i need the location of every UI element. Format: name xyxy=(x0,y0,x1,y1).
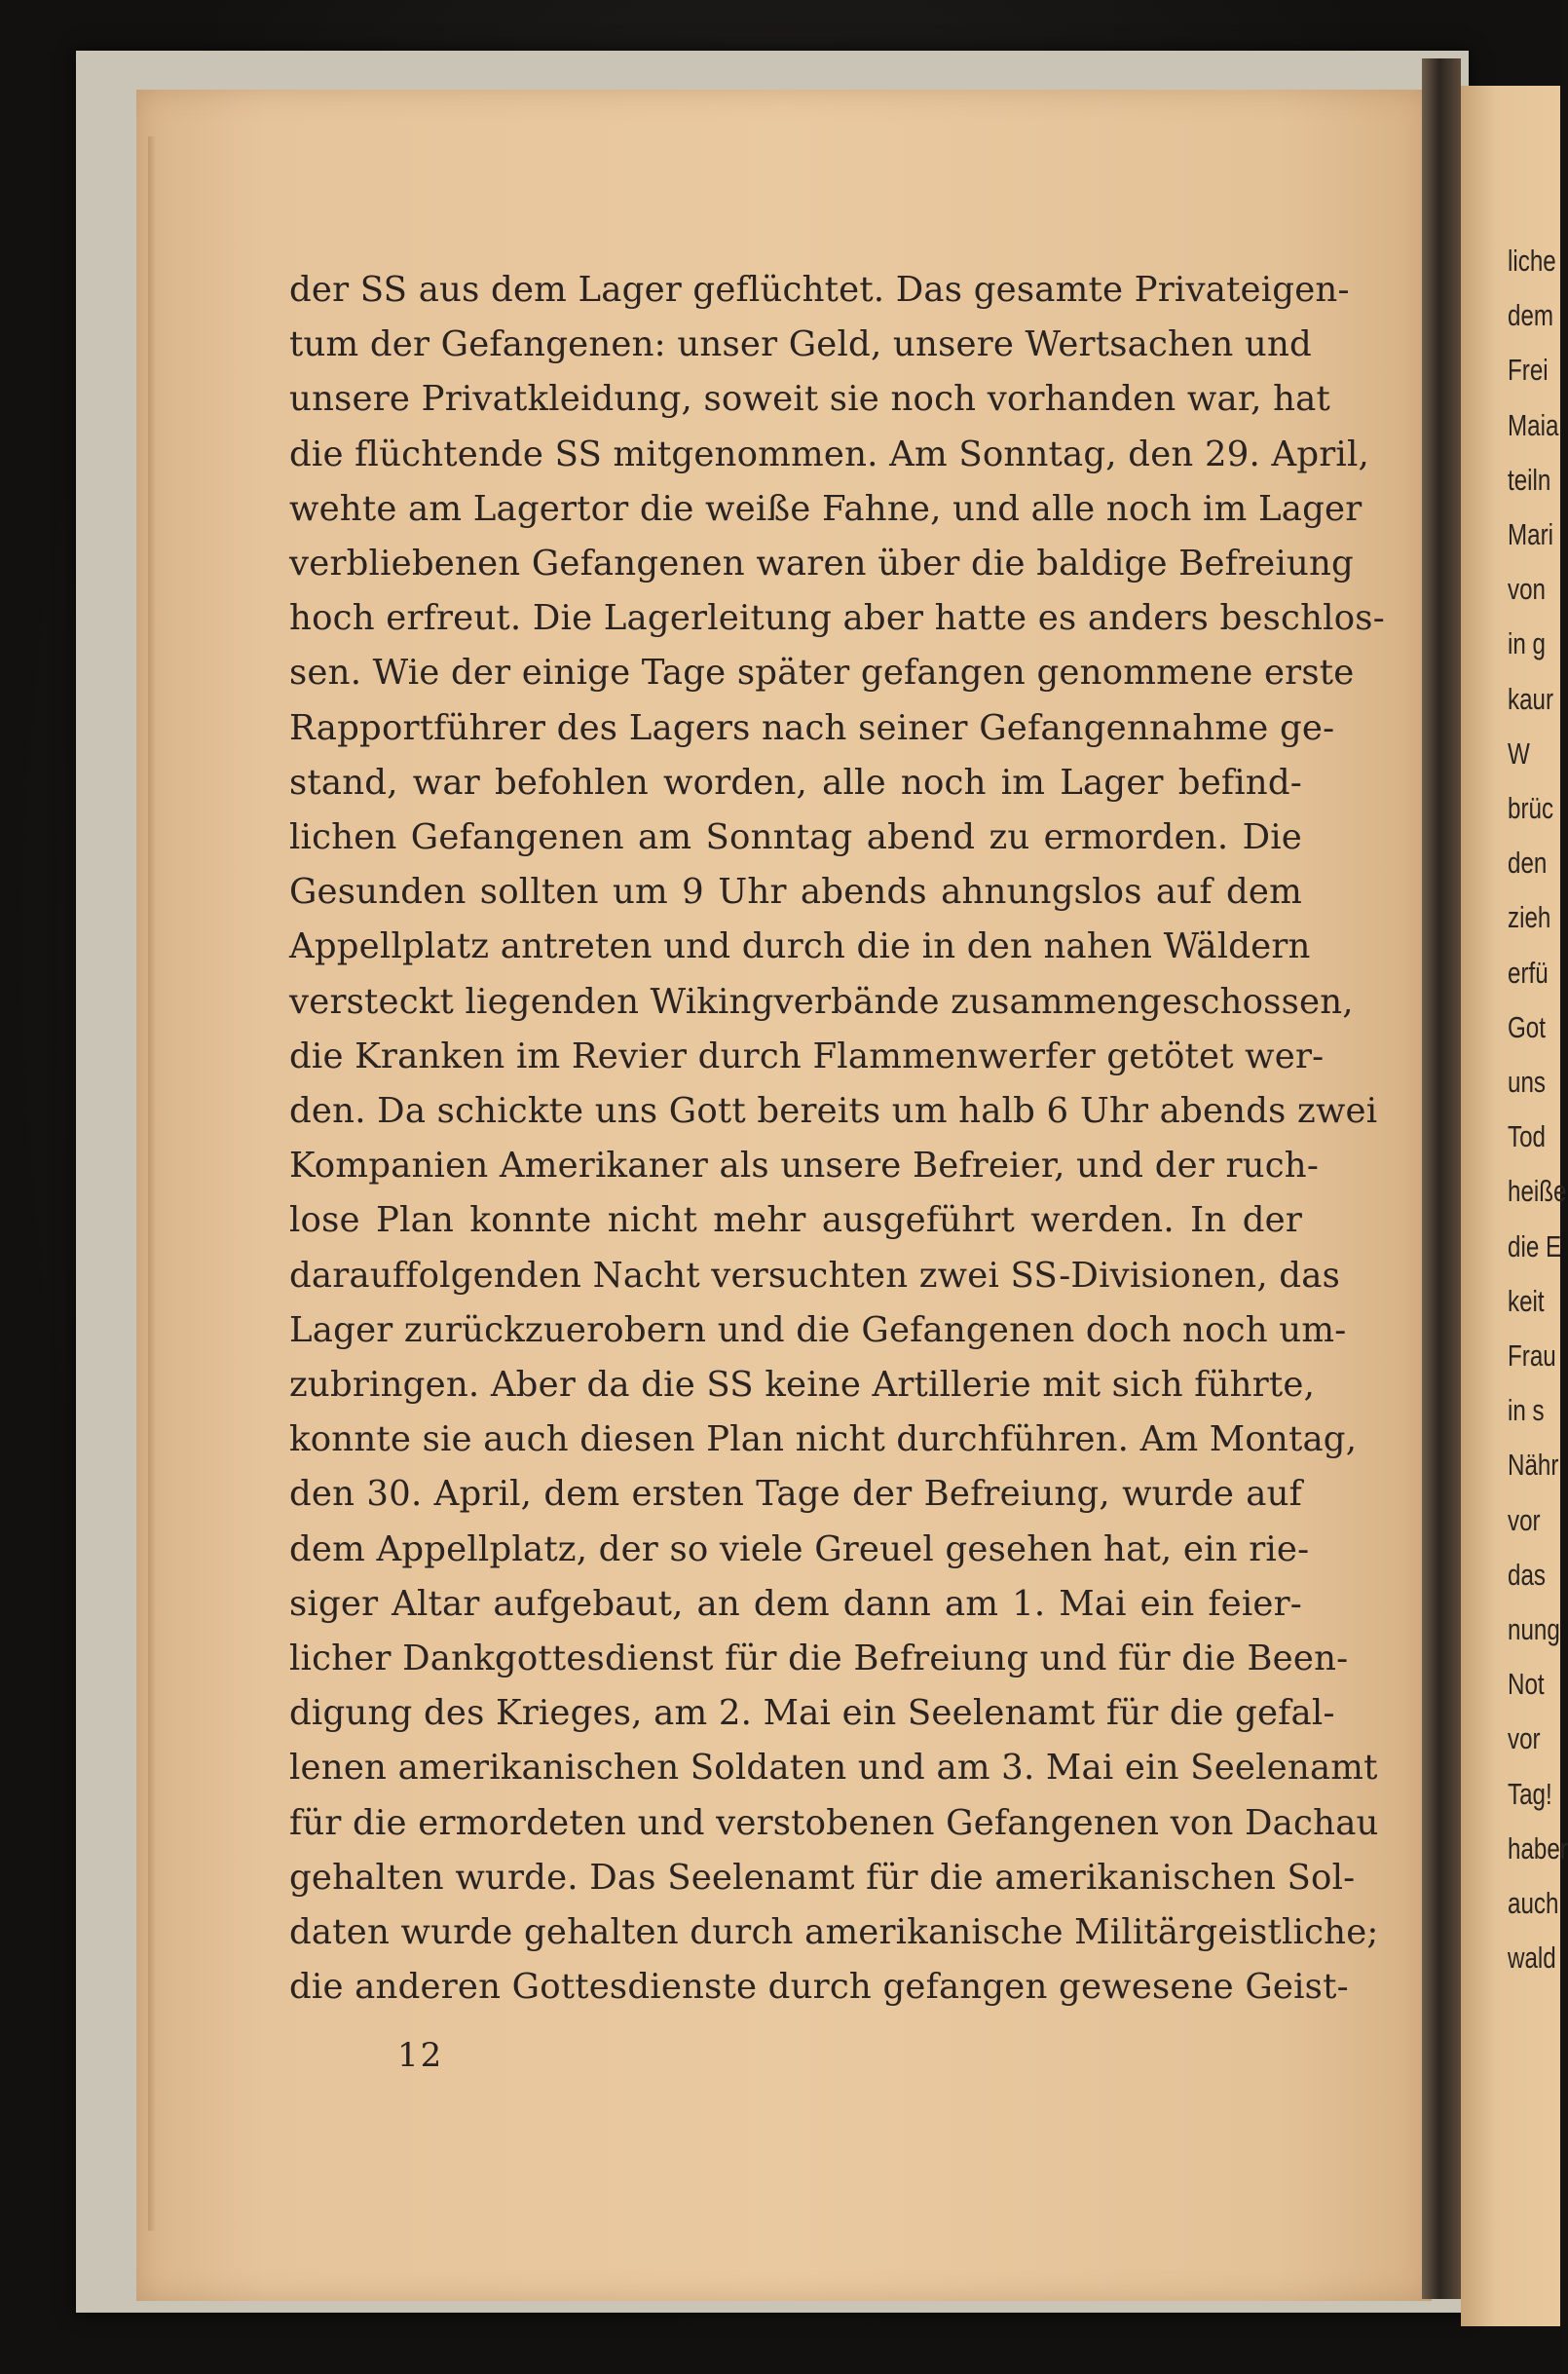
book-spine xyxy=(1422,58,1461,2299)
facing-fragment: Not xyxy=(1508,1667,1545,1702)
page-number: 12 xyxy=(397,2036,444,2075)
facing-fragment: in g xyxy=(1508,626,1546,661)
facing-fragment: uns xyxy=(1508,1065,1546,1100)
facing-fragment: auch xyxy=(1508,1886,1559,1921)
text-line: daten wurde gehalten durch amerikanische Militärgeistliche; xyxy=(289,1912,1379,1953)
text-line: hoch erfreut. Die Lagerleitung aber hatte es anders beschlos- xyxy=(289,598,1385,639)
facing-fragment: nung xyxy=(1508,1612,1560,1647)
facing-fragment: teiln xyxy=(1508,462,1551,497)
facing-fragment: von xyxy=(1508,572,1546,607)
text-line: darauffolgenden Nacht versuchten zwei SS-Divisionen, das xyxy=(289,1255,1341,1296)
facing-fragment: den xyxy=(1508,846,1548,881)
text-line: lose Plan konnte nicht mehr ausgeführt werden. In der xyxy=(289,1200,1302,1241)
facing-fragment: liche xyxy=(1508,244,1556,278)
facing-fragment: Mari xyxy=(1508,517,1554,552)
facing-fragment: dem xyxy=(1508,298,1554,333)
facing-fragment: das xyxy=(1508,1557,1546,1592)
facing-fragment: die E xyxy=(1508,1228,1562,1263)
facing-fragment: erfü xyxy=(1508,955,1549,990)
facing-fragment: vor xyxy=(1508,1721,1541,1756)
text-line: lichen Gefangenen am Sonntag abend zu ermorden. Die xyxy=(289,817,1302,858)
text-line: die Kranken im Revier durch Flammenwerfer getötet wer- xyxy=(289,1036,1325,1076)
facing-fragment: Tag! xyxy=(1508,1776,1552,1811)
page-crease xyxy=(148,136,156,2231)
text-line: Rapportführer des Lagers nach seiner Gefangennahme ge- xyxy=(289,707,1335,748)
facing-fragment: Frei xyxy=(1508,353,1549,388)
facing-fragment: Got xyxy=(1508,1009,1546,1044)
text-line: die flüchtende SS mitgenommen. Am Sonntag, den 29. April, xyxy=(289,433,1370,474)
text-line: tum der Gefangenen: unser Geld, unsere Wertsachen und xyxy=(289,324,1312,365)
text-line: für die ermordeten und verstobenen Gefangenen von Dachau xyxy=(289,1802,1379,1843)
text-line: stand, war befohlen worden, alle noch im Lager befind- xyxy=(289,762,1302,803)
facing-fragment: heiße xyxy=(1508,1174,1567,1209)
facing-fragment: brüc xyxy=(1508,791,1554,826)
text-line: der SS aus dem Lager geflüchtet. Das gesamte Privateigen- xyxy=(289,270,1350,310)
text-line: versteckt liegenden Wikingverbände zusammengeschossen, xyxy=(289,981,1354,1022)
facing-fragment: Tod xyxy=(1508,1119,1546,1154)
text-line: Appellplatz antreten und durch die in den nahen Wäldern xyxy=(289,926,1311,967)
facing-fragment: W xyxy=(1508,735,1530,771)
text-line: siger Altar aufgebaut, an dem dann am 1. Mai ein feier- xyxy=(289,1583,1302,1624)
facing-fragment: vor xyxy=(1508,1502,1541,1537)
facing-fragment: zieh xyxy=(1508,900,1551,935)
text-line: den. Da schickte uns Gott bereits um halb 6 Uhr abends zwei xyxy=(289,1091,1378,1132)
text-line: wehte am Lagertor die weiße Fahne, und alle noch im Lager xyxy=(289,488,1363,529)
facing-fragment: kaur xyxy=(1508,681,1554,716)
facing-fragment: Nähr xyxy=(1508,1448,1559,1483)
text-line: konnte sie auch diesen Plan nicht durchführen. Am Montag, xyxy=(289,1419,1358,1460)
facing-fragment: in s xyxy=(1508,1393,1545,1428)
facing-fragment: haber xyxy=(1508,1830,1568,1865)
text-line: den 30. April, dem ersten Tage der Befreiung, wurde auf xyxy=(289,1474,1302,1515)
text-line: unsere Privatkleidung, soweit sie noch vorhanden war, hat xyxy=(289,379,1330,420)
text-line: Lager zurückzuerobern und die Gefangenen doch noch um- xyxy=(289,1309,1347,1350)
facing-page-text xyxy=(1508,234,1568,1986)
text-line: gehalten wurde. Das Seelenamt für die amerikanischen Sol- xyxy=(289,1857,1356,1898)
facing-fragment: Maia xyxy=(1508,407,1559,442)
facing-fragment: wald xyxy=(1508,1941,1556,1976)
text-line: dem Appellplatz, der so viele Greuel gesehen hat, ein rie- xyxy=(289,1528,1310,1569)
text-line: Kompanien Amerikaner als unsere Befreier, und der ruch- xyxy=(289,1146,1320,1187)
text-line: die anderen Gottesdienste durch gefangen gewesene Geist- xyxy=(289,1967,1349,2008)
text-line: verbliebenen Gefangenen waren über die baldige Befreiung xyxy=(289,544,1354,584)
text-line: digung des Krieges, am 2. Mai ein Seelenamt für die gefal- xyxy=(289,1693,1335,1734)
text-line: Gesunden sollten um 9 Uhr abends ahnungslos auf dem xyxy=(289,872,1302,913)
text-line: licher Dankgottesdienst für die Befreiung und für die Been- xyxy=(289,1639,1349,1679)
text-line: zubringen. Aber da die SS keine Artillerie mit sich führte, xyxy=(289,1365,1316,1406)
text-line: lenen amerikanischen Soldaten und am 3. Mai ein Seelenamt xyxy=(289,1748,1378,1789)
body-text xyxy=(289,263,1385,2016)
facing-fragment: Frau xyxy=(1508,1338,1556,1374)
text-line: sen. Wie der einige Tage später gefangen genommene erste xyxy=(289,653,1355,694)
facing-fragment: keit xyxy=(1508,1283,1545,1318)
